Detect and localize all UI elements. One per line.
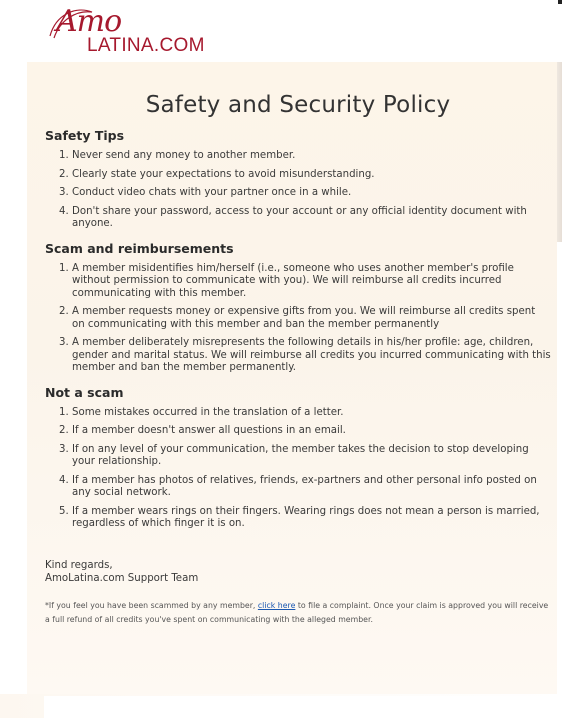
amolatina-logo[interactable] — [44, 2, 244, 56]
closing — [45, 559, 551, 585]
list-item: 4. If a member has photos of relatives, friends, ex-partners and other personal info posted on any social network. — [72, 475, 551, 500]
page-title: Safety and Security Policy — [145, 92, 451, 118]
logo-script: Amo — [56, 4, 122, 39]
list-item: 1. Some mistakes occurred in the translation of a letter. — [72, 407, 551, 420]
safety-tips-list — [45, 150, 551, 231]
section-heading-scam: Scam and reimbursements — [45, 240, 234, 256]
closing-signature: AmoLatina.com Support Team — [45, 572, 199, 584]
footnote-text-after: to file a complaint. Once your claim is approved you will receive a full refund of all credits you've spent on communicating with the alleged member. — [45, 600, 549, 624]
footnote-text-before: *If you feel you have been scammed by any member, — [45, 600, 258, 610]
list-item: 1. Never send any money to another member. — [72, 150, 551, 163]
list-item: 3. Conduct video chats with your partner once in a while. — [72, 187, 551, 200]
complaint-link[interactable]: click here — [257, 600, 296, 610]
list-item: 4. Don't share your password, access to your account or any official identity document with anyone. — [72, 206, 551, 231]
policy-content — [45, 92, 551, 627]
list-item: 2. A member requests money or expensive gifts from you. We will reimburse all credits spent on communicating with this member and ban the member permanently — [72, 306, 551, 331]
edge-shade — [557, 62, 562, 242]
list-item: 3. A member deliberately misrepresents the following details in his/her profile: age, children, gender and marital status. We will reimburse all credits you incurred communicating with this member and ban the member permanently. — [72, 337, 551, 375]
list-item: 3. If on any level of your communication, the member takes the decision to stop developing your relationship. — [72, 444, 551, 469]
not-a-scam-list — [45, 407, 551, 531]
scam-list — [45, 263, 551, 375]
section-heading-safety-tips: Safety Tips — [45, 128, 125, 143]
section-heading-not-a-scam: Not a scam — [45, 384, 124, 400]
closing-greeting: Kind regards, — [45, 559, 113, 571]
corner-mark — [558, 0, 562, 4]
list-item: 5. If a member wears rings on their fingers. Wearing rings does not mean a person is married, regardless of which finger it is on. — [72, 506, 551, 531]
list-item: 2. If a member doesn't answer all questions in an email. — [72, 425, 551, 438]
list-item: 2. Clearly state your expectations to avoid misunderstanding. — [72, 169, 551, 182]
logo-text: LATINA.COM — [87, 35, 205, 56]
list-item: 1. A member misidentifies him/herself (i.e., someone who uses another member's profile without permission to communicate with you). We will reimburse all credits incurred communicating with this member. — [72, 263, 551, 301]
bottom-strip — [44, 696, 556, 718]
complaint-footnote — [45, 599, 551, 627]
